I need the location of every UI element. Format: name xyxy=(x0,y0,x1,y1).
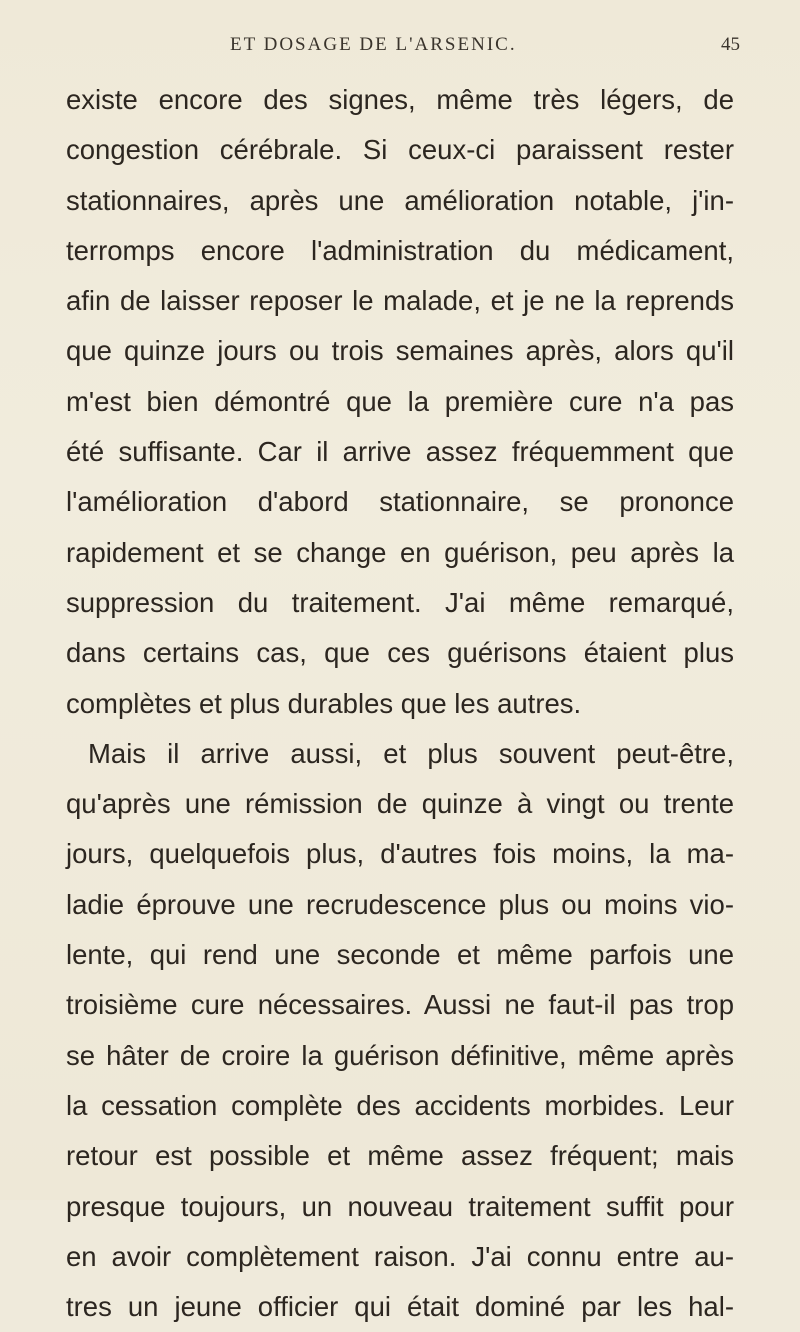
text-line-14: Mais il arrive aussi, et plus souvent peut-être, xyxy=(88,737,734,769)
text-line-25: tres un jeune officier qui était dominé par les hal- xyxy=(66,1291,734,1323)
text-line-2: congestion cérébrale. Si ceux-ci paraissent rester xyxy=(66,134,734,166)
text-line-7: m'est bien démontré que la première cure n'a pas xyxy=(66,385,734,417)
text-line-21: la cessation complète des accidents morbides. Leur xyxy=(66,1089,734,1121)
text-line-4: terromps encore l'administration du médicament, xyxy=(66,234,734,266)
running-header xyxy=(60,34,740,64)
text-line-6: que quinze jours ou trois semaines après, alors qu'il xyxy=(66,335,734,367)
text-line-15: qu'après une rémission de quinze à vingt ou trente xyxy=(66,788,734,820)
text-line-22: retour est possible et même assez fréquent; mais xyxy=(66,1140,734,1172)
text-line-9: l'amélioration d'abord stationnaire, se prononce xyxy=(66,486,734,518)
body-text xyxy=(66,75,734,1332)
text-line-8: été suffisante. Car il arrive assez fréquemment que xyxy=(66,436,734,468)
text-line-23: presque toujours, un nouveau traitement suffit pour xyxy=(66,1190,734,1222)
text-line-20: se hâter de croire la guérison définitive, même après xyxy=(66,1039,734,1071)
text-line-13: complètes et plus durables que les autres. xyxy=(66,687,582,719)
text-line-24: en avoir complètement raison. J'ai connu entre au- xyxy=(66,1240,734,1272)
text-line-1: existe encore des signes, même très légers, de xyxy=(66,84,734,115)
text-line-12: dans certains cas, que ces guérisons étaient plus xyxy=(66,637,734,669)
text-line-10: rapidement et se change en guérison, peu après la xyxy=(66,536,734,568)
running-title: ET DOSAGE DE L'ARSENIC. xyxy=(230,34,517,55)
text-line-5: afin de laisser reposer le malade, et je ne la reprends xyxy=(66,285,734,317)
page-number: 45 xyxy=(721,34,740,55)
text-line-11: suppression du traitement. J'ai même remarqué, xyxy=(66,586,734,618)
text-line-16: jours, quelquefois plus, d'autres fois moins, la ma- xyxy=(66,838,734,870)
text-line-17: ladie éprouve une recrudescence plus ou moins vio- xyxy=(66,888,734,920)
text-line-18: lente, qui rend une seconde et même parfois une xyxy=(66,939,734,971)
text-line-3: stationnaires, après une amélioration notable, j'in- xyxy=(66,184,734,216)
text-line-19: troisième cure nécessaires. Aussi ne faut-il pas trop xyxy=(66,989,734,1021)
